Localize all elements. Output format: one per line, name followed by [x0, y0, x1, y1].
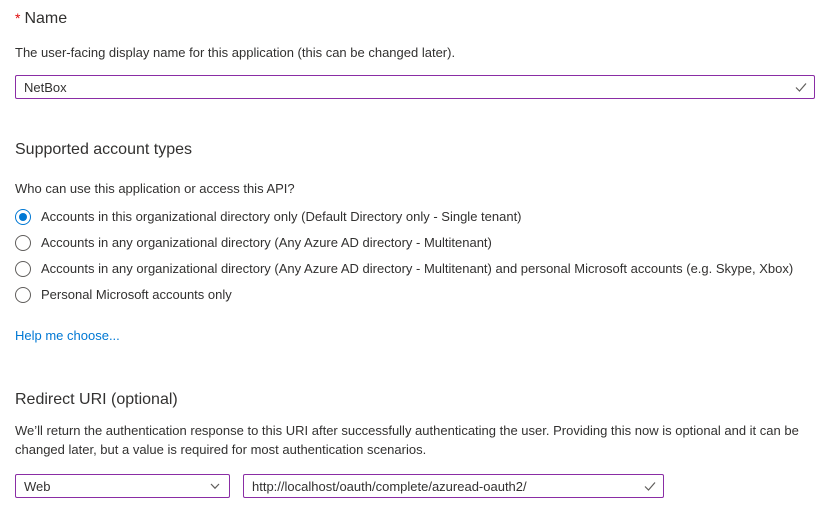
- radio-option-label: Personal Microsoft accounts only: [41, 287, 232, 302]
- radio-option-label: Accounts in any organizational directory (Any Azure AD directory - Multitenant) and personal Microsoft accounts (e.g. Skype, Xbox): [41, 261, 794, 276]
- radio-button[interactable]: [15, 209, 31, 225]
- name-section-heading: [15, 10, 67, 28]
- platform-select-value: Web: [24, 478, 51, 494]
- radio-option-personal-only[interactable]: [15, 286, 232, 303]
- redirect-uri-description: We’ll return the authentication response to this URI after successfully authenticating the user. Providing this now is optional and it can be changed later, but a value is required for most authentication scenarios.: [15, 423, 799, 457]
- radio-option-single-tenant[interactable]: [15, 208, 522, 225]
- name-input-wrap: [15, 75, 815, 99]
- radio-button[interactable]: [15, 261, 31, 277]
- platform-select[interactable]: [15, 474, 230, 498]
- radio-button[interactable]: [15, 287, 31, 303]
- required-asterisk: *: [15, 10, 21, 26]
- redirect-uri-input-wrap: [243, 474, 664, 498]
- name-input[interactable]: [15, 75, 815, 99]
- redirect-uri-input[interactable]: [243, 474, 664, 498]
- account-types-question: Who can use this application or access this API?: [15, 181, 295, 196]
- chevron-down-icon: [208, 479, 222, 493]
- name-description: The user-facing display name for this application (this can be changed later).: [15, 45, 456, 60]
- radio-option-multitenant[interactable]: [15, 234, 492, 251]
- radio-button[interactable]: [15, 235, 31, 251]
- redirect-uri-heading: Redirect URI (optional): [15, 391, 178, 408]
- radio-option-label: Accounts in this organizational directory only (Default Directory only - Single tenant): [41, 209, 522, 224]
- radio-option-label: Accounts in any organizational directory (Any Azure AD directory - Multitenant): [41, 235, 492, 250]
- name-label: Name: [24, 10, 68, 27]
- account-types-heading: Supported account types: [15, 141, 193, 158]
- radio-option-multitenant-personal[interactable]: [15, 260, 793, 277]
- help-me-choose-link[interactable]: Help me choose...: [15, 328, 120, 343]
